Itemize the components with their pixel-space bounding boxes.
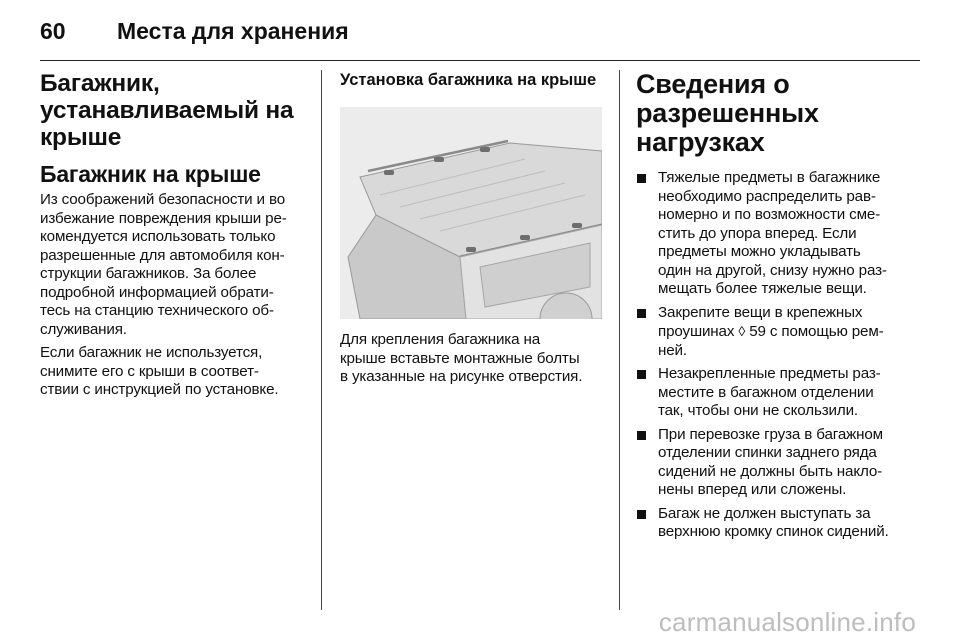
roof-rack-illustration [340,107,602,319]
column-roof-rack [40,70,304,405]
loads-heading: Сведения о разрешенных нагрузках [636,69,819,157]
roof-rack-subheading: Багажник на крыше [40,161,261,187]
removal-paragraph: Если багажник не используется, снимите его с крыши в соответ- ствии с инструкцией по установке. [40,344,279,398]
mount-point [572,223,582,228]
watermark: carmanualsonline.info [658,607,916,637]
mount-point [520,235,530,240]
section-title: Места для хранения [117,18,349,44]
list-item: Незакрепленные предметы раз- местите в багажном отделении так, чтобы они не скользили. [636,365,916,421]
square-bullet-icon [637,174,646,183]
page-number: 60 [40,18,66,44]
loads-list [636,169,916,542]
van-roof-illustration [340,107,602,319]
page-header [40,14,920,48]
square-bullet-icon [637,431,646,440]
list-item: При перевозке груза в багажном отделении спинки заднего ряда сидений не должны быть накло- нены вперед или сложены. [636,426,916,500]
mount-point [434,157,444,162]
installation-caption: Для крепления багажника на крыше вставьте монтажные болты в указанные на рисунке отверстия. [340,331,583,385]
mount-point [480,147,490,152]
list-item: Тяжелые предметы в багажнике необходимо распределить рав- номерно и по возможности сме- стить до упора вперед. Если предметы можно укладывать один на другой, снизу нужно раз- мещать более тяжелые вещи. [636,169,916,299]
list-item: Багаж не должен выступать за верхнюю кромку спинок сидений. [636,505,916,542]
roof-rack-heading: Багажник, устанавливаемый на крыше [40,70,294,151]
page-reference-icon[interactable]: ◊ [738,323,746,339]
mount-point [466,247,476,252]
column-loads [636,70,916,547]
square-bullet-icon [637,309,646,318]
mount-point [384,170,394,175]
header-divider [40,60,920,61]
square-bullet-icon [637,510,646,519]
list-item: Закрепите вещи в крепежных проушинах ◊ 59 с помощью рем- ней. [636,304,916,361]
column-divider-1 [321,70,322,610]
installation-heading: Установка багажника на крыше [340,71,597,89]
column-divider-2 [619,70,620,610]
column-installation [340,70,602,392]
square-bullet-icon [637,370,646,379]
safety-paragraph: Из соображений безопасности и во избежание повреждения крыши ре- комендуется использовать только разрешенные для автомобиля кон- струкции багажников. За более подробной информацией обрати- тесь на станцию технического об- служивания. [40,191,287,338]
